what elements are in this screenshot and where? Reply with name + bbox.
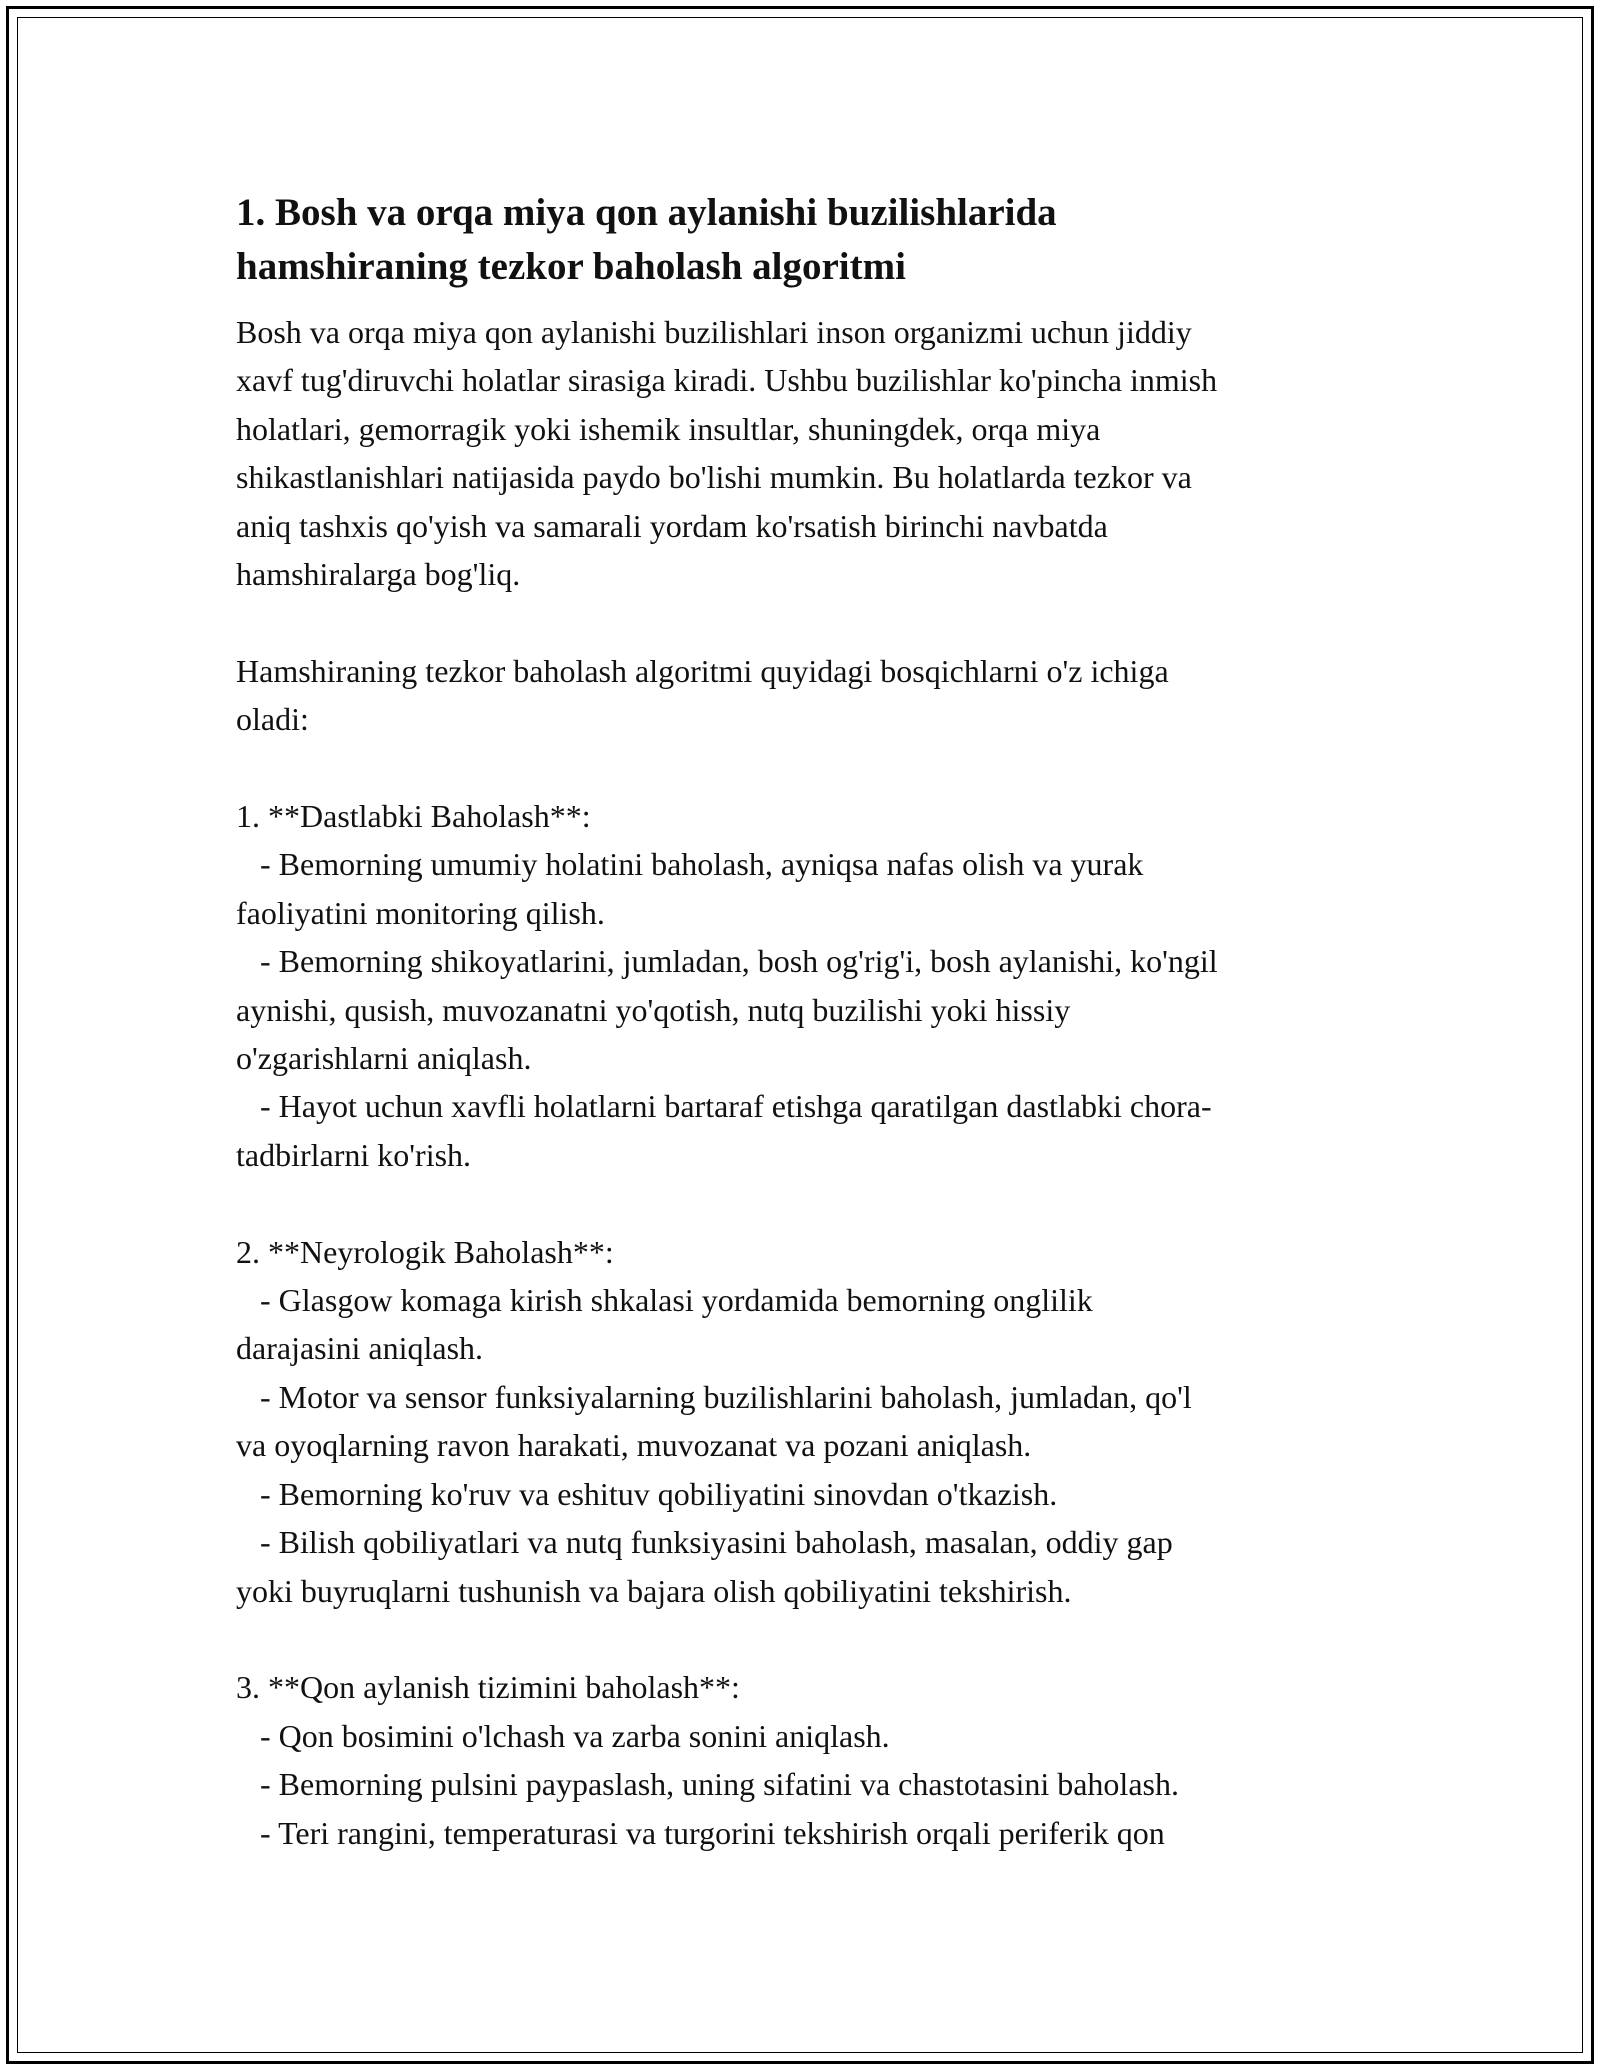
text-line: darajasini aniqlash. <box>236 1330 484 1367</box>
text-line: - Motor va sensor funksiyalarning buzilishlarini baholash, jumladan, qo'l <box>236 1378 1192 1415</box>
text-line: o'zgarishlarni aniqlash. <box>236 1040 532 1077</box>
text-line: yoki buyruqlarni tushunish va bajara olish qobiliyatini tekshirish. <box>236 1572 1072 1609</box>
text-line: tadbirlarni ko'rish. <box>236 1136 472 1173</box>
text-line: Hamshiraning tezkor baholash algoritmi quyidagi bosqichlarni o'z ichiga <box>236 652 1169 689</box>
text-line: oladi: <box>236 701 309 738</box>
text-line: - Bemorning umumiy holatini baholash, ayniqsa nafas olish va yurak <box>236 846 1144 883</box>
text-line: - Hayot uchun xavfli holatlarni bartaraf etishga qaratilgan dastlabki chora- <box>236 1088 1212 1125</box>
text-line: - Bemorning shikoyatlarini, jumladan, bosh og'rig'i, bosh aylanishi, ko'ngil <box>236 943 1218 980</box>
text-line: faoliyatini monitoring qilish. <box>236 894 605 931</box>
blank-line <box>236 744 1376 792</box>
text-line: 1. **Dastlabki Baholash**: <box>236 798 591 835</box>
text-line: hamshiralarga bog'liq. <box>236 556 521 593</box>
text-line: va oyoqlarning ravon harakati, muvozanat va pozani aniqlash. <box>236 1427 1032 1464</box>
text-line: - Qon bosimini o'lchash va zarba sonini aniqlash. <box>236 1717 890 1754</box>
text-line: aynishi, qusish, muvozanatni yo'qotish, nutq buzilishi yoki hissiy <box>236 991 1071 1028</box>
document-title: 1. Bosh va orqa miya qon aylanishi buzilishlarida hamshiraning tezkor baholash algoritmi <box>236 191 1057 288</box>
blank-line <box>236 1615 1376 1663</box>
document-content <box>236 186 1376 1857</box>
text-line: - Teri rangini, temperaturasi va turgorini tekshirish orqali periferik qon <box>236 1814 1165 1851</box>
text-line: xavf tug'diruvchi holatlar sirasiga kiradi. Ushbu buzilishlar ko'pincha inmish <box>236 362 1218 399</box>
text-line: - Glasgow komaga kirish shkalasi yordamida bemorning onglilik <box>236 1282 1093 1319</box>
text-line: - Bemorning pulsini paypaslash, uning sifatini va chastotasini baholash. <box>236 1766 1179 1803</box>
text-line: holatlari, gemorragik yoki ishemik insultlar, shuningdek, orqa miya <box>236 410 1101 447</box>
text-line: shikastlanishlari natijasida paydo bo'lishi mumkin. Bu holatlarda tezkor va <box>236 459 1192 496</box>
blank-line <box>236 1179 1376 1227</box>
text-line: Bosh va orqa miya qon aylanishi buzilishlari inson organizmi uchun jiddiy <box>236 314 1192 350</box>
text-line: aniq tashxis qo'yish va samarali yordam ko'rsatish birinchi navbatda <box>236 507 1108 544</box>
document-body <box>236 308 1376 1857</box>
text-line: - Bilish qobiliyatlari va nutq funksiyasini baholash, masalan, oddiy gap <box>236 1524 1173 1561</box>
blank-line <box>236 598 1376 646</box>
text-line: 2. **Neyrologik Baholash**: <box>236 1233 614 1270</box>
text-line: - Bemorning ko'ruv va eshituv qobiliyatini sinovdan o'tkazish. <box>236 1475 1058 1512</box>
text-line: 3. **Qon aylanish tizimini baholash**: <box>236 1669 740 1706</box>
